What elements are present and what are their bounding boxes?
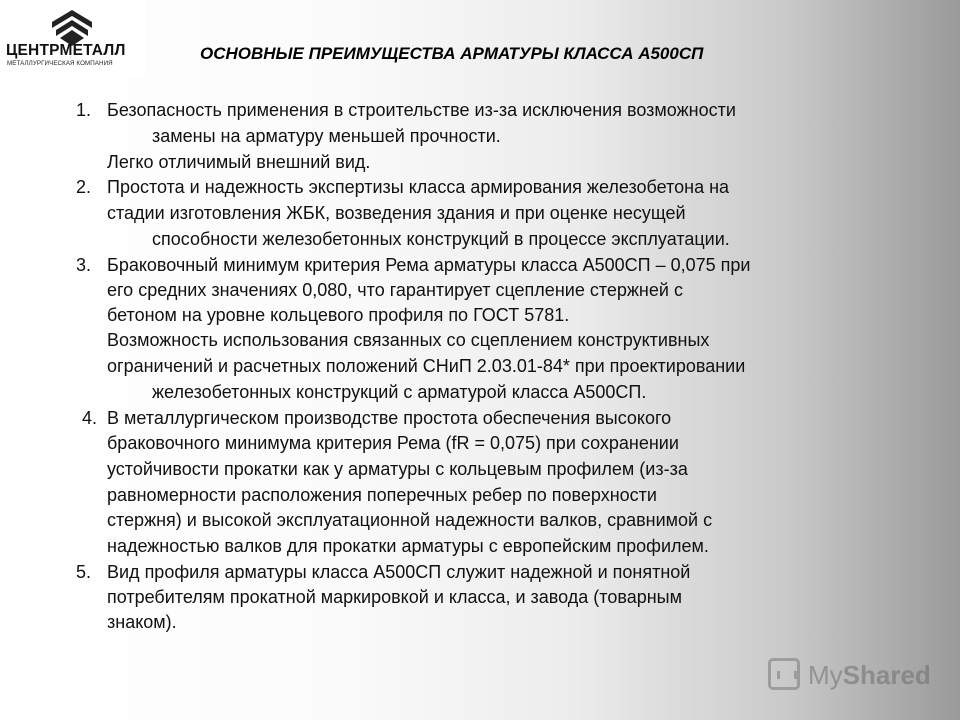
list-number-3: 3. [76,255,92,275]
watermark [768,658,938,692]
list-number-5: 5. [76,562,92,582]
list-item-line: В металлургическом производстве простота обеспечения высокого [107,408,672,428]
list-number-2: 2. [76,177,92,197]
list-item-line: Возможность использования связанных со сцеплением конструктивных [107,330,710,350]
list-item-line: Легко отличимый внешний вид. [107,152,371,172]
company-logo [0,0,146,76]
list-item-line: его средних значениях 0,080, что гарантирует сцепление стержней с [107,280,683,300]
list-item-line: знаком). [107,612,177,632]
list-item-line: Простота и надежность экспертизы класса армирования железобетона на [107,177,730,197]
list-number-4: 4. [82,408,98,428]
list-item-line: потребителям прокатной маркировкой и класса, и завода (товарным [107,587,682,607]
list-item-line: ограничений и расчетных положений СНиП 2.03.01-84* при проектировании [107,356,746,376]
list-item-line: браковочного минимума критерия Рема (fR = 0,075) при сохранении [107,433,679,453]
watermark-text-shared: Shared [842,660,931,690]
list-item-line: Вид профиля арматуры класса А500СП служит надежной и понятной [107,562,691,582]
list-item-line: железобетонных конструкций с арматурой класса А500СП. [152,382,647,402]
list-number-1: 1. [76,100,92,120]
watermark-logo-icon [768,658,800,690]
logo-name: ЦЕНТРМЕТАЛЛ [6,42,126,59]
list-item-line: Безопасность применения в строительстве из-за исключения возможности [107,100,736,120]
page-title: ОСНОВНЫЕ ПРЕИМУЩЕСТВА АРМАТУРЫ КЛАССА А500СП [200,44,704,63]
list-item-line: способности железобетонных конструкций в процессе эксплуатации. [152,229,730,249]
watermark-text [808,660,931,691]
logo-subtitle: МЕТАЛЛУРГИЧЕСКАЯ КОМПАНИЯ [7,60,113,67]
list-item-line: надежностью валков для прокатки арматуры с европейским профилем. [107,536,709,556]
list-item-line: стадии изготовления ЖБК, возведения здания и при оценке несущей [107,203,686,223]
watermark-text-my: My [808,660,843,690]
list-item-line: равномерности расположения поперечных ребер по поверхности [107,485,657,505]
list-item-line: устойчивости прокатки как у арматуры с кольцевым профилем (из-за [107,459,688,479]
list-item-line: стержня) и высокой эксплуатационной надежности валков, сравнимой с [107,510,713,530]
list-item-line: замены на арматуру меньшей прочности. [152,126,501,146]
list-item-line: Браковочный минимум критерия Рема арматуры класса А500СП – 0,075 при [107,255,751,275]
list-item-line: бетоном на уровне кольцевого профиля по ГОСТ 5781. [107,305,570,325]
